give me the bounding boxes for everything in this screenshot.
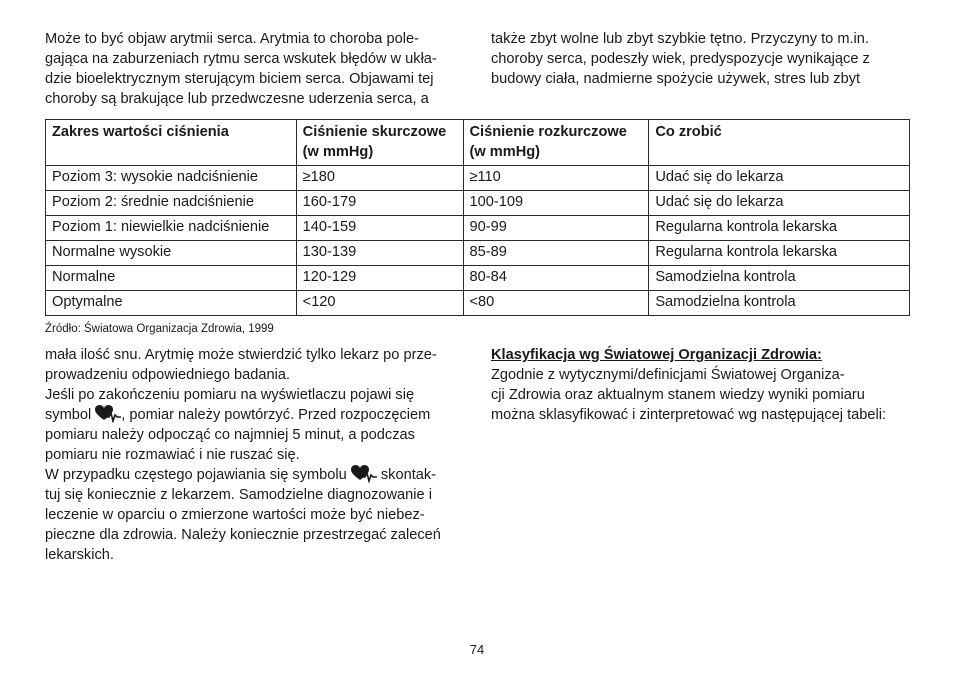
table-header-row — [46, 120, 910, 166]
bottom-right-paragraph — [491, 345, 886, 425]
text-line: cji Zdrowia oraz aktualnym stanem wiedzy wyniki pomiaru — [491, 387, 865, 403]
table-cell: 140-159 — [296, 216, 463, 241]
text-line: także zbyt wolne lub zbyt szybkie tętno. Przyczyny to m.in. — [491, 31, 869, 47]
table-cell: Poziom 2: średnie nadciśnienie — [46, 191, 297, 216]
table-cell: <80 — [463, 291, 649, 316]
text-line: leczenie w oparciu o zmierzone wartości może być niebez- — [45, 507, 425, 523]
table-cell: Poziom 3: wysokie nadciśnienie — [46, 166, 297, 191]
table-row — [46, 241, 910, 266]
text-line: prowadzeniu odpowiedniego badania. — [45, 367, 291, 383]
table-cell: Poziom 1: niewielkie nadciśnienie — [46, 216, 297, 241]
page-number: 74 — [469, 642, 485, 657]
table-cell: Regularna kontrola lekarska — [649, 216, 910, 241]
header-cell: Co zrobić — [649, 120, 910, 166]
text-line: pieczne dla zdrowia. Należy koniecznie przestrzegać zaleceń — [45, 527, 441, 543]
bottom-left-paragraph — [45, 345, 441, 565]
table-cell: 90-99 — [463, 216, 649, 241]
text-line: pomiaru nie rozmawiać i nie ruszać się. — [45, 447, 300, 463]
heart-with-pulse-icon — [95, 405, 121, 423]
text-line: choroby serca, podeszły wiek, predyspozycje wynikające z — [491, 51, 870, 67]
table-cell: 120-129 — [296, 266, 463, 291]
header-cell: Ciśnienie rozkurczowe (w mmHg) — [463, 120, 649, 166]
table-row — [46, 191, 910, 216]
text-line: budowy ciała, nadmierne spożycie używek, stres lub zbyt — [491, 71, 861, 87]
table-cell: Normalne wysokie — [46, 241, 297, 266]
table-cell: Udać się do lekarza — [649, 191, 910, 216]
text-line: lekarskich. — [45, 547, 114, 563]
text-line: Jeśli po zakończeniu pomiaru na wyświetlaczu pojawi się — [45, 387, 415, 403]
text-line: dzie bioelektrycznym sterującym biciem serca. Objawami tej — [45, 71, 434, 87]
blood-pressure-table — [45, 119, 910, 316]
text-fragment: skontak- — [376, 467, 437, 483]
text-fragment: symbol — [45, 407, 96, 423]
table-cell: 80-84 — [463, 266, 649, 291]
table-cell: ≥180 — [296, 166, 463, 191]
table-cell: Regularna kontrola lekarska — [649, 241, 910, 266]
table-cell: 160-179 — [296, 191, 463, 216]
text-line — [45, 405, 441, 425]
heart-with-pulse-icon — [351, 465, 377, 483]
top-right-paragraph — [491, 29, 870, 89]
table-cell: 100-109 — [463, 191, 649, 216]
table-cell: Samodzielna kontrola — [649, 291, 910, 316]
text-line: gająca na zaburzeniach rytmu serca wskutek błędów w ukła- — [45, 51, 437, 67]
table-cell: <120 — [296, 291, 463, 316]
section-heading: Klasyfikacja wg Światowej Organizacji Zdrowia: — [491, 347, 822, 363]
text-line — [45, 465, 441, 485]
source-note: Źródło: Światowa Organizacja Zdrowia, 1999 — [45, 323, 274, 335]
table-cell: 130-139 — [296, 241, 463, 266]
table-cell: Udać się do lekarza — [649, 166, 910, 191]
header-cell: Zakres wartości ciśnienia — [46, 120, 297, 166]
text-fragment: W przypadku częstego pojawiania się symbolu — [45, 467, 351, 483]
table-row — [46, 166, 910, 191]
table-row — [46, 216, 910, 241]
text-fragment: , pomiar należy powtórzyć. Przed rozpoczęciem — [121, 407, 431, 423]
table-cell: Samodzielna kontrola — [649, 266, 910, 291]
text-line: Zgodnie z wytycznymi/definicjami Światowej Organiza- — [491, 367, 845, 383]
text-line: można sklasyfikować i zinterpretować wg następującej tabeli: — [491, 407, 887, 423]
text-line: pomiaru należy odpocząć co najmniej 5 minut, a podczas — [45, 427, 415, 443]
text-line: Może to być objaw arytmii serca. Arytmia to choroba pole- — [45, 31, 419, 47]
table-cell: Normalne — [46, 266, 297, 291]
table-row — [46, 266, 910, 291]
text-line: mała ilość snu. Arytmię może stwierdzić tylko lekarz po prze- — [45, 347, 437, 363]
table-cell: Optymalne — [46, 291, 297, 316]
header-cell: Ciśnienie skurczowe (w mmHg) — [296, 120, 463, 166]
table-cell: 85-89 — [463, 241, 649, 266]
text-line: tuj się koniecznie z lekarzem. Samodzielne diagnozowanie i — [45, 487, 432, 503]
text-line: choroby są brakujące lub przedwczesne uderzenia serca, a — [45, 91, 429, 107]
table-cell: ≥110 — [463, 166, 649, 191]
table-row — [46, 291, 910, 316]
top-left-paragraph — [45, 29, 437, 109]
